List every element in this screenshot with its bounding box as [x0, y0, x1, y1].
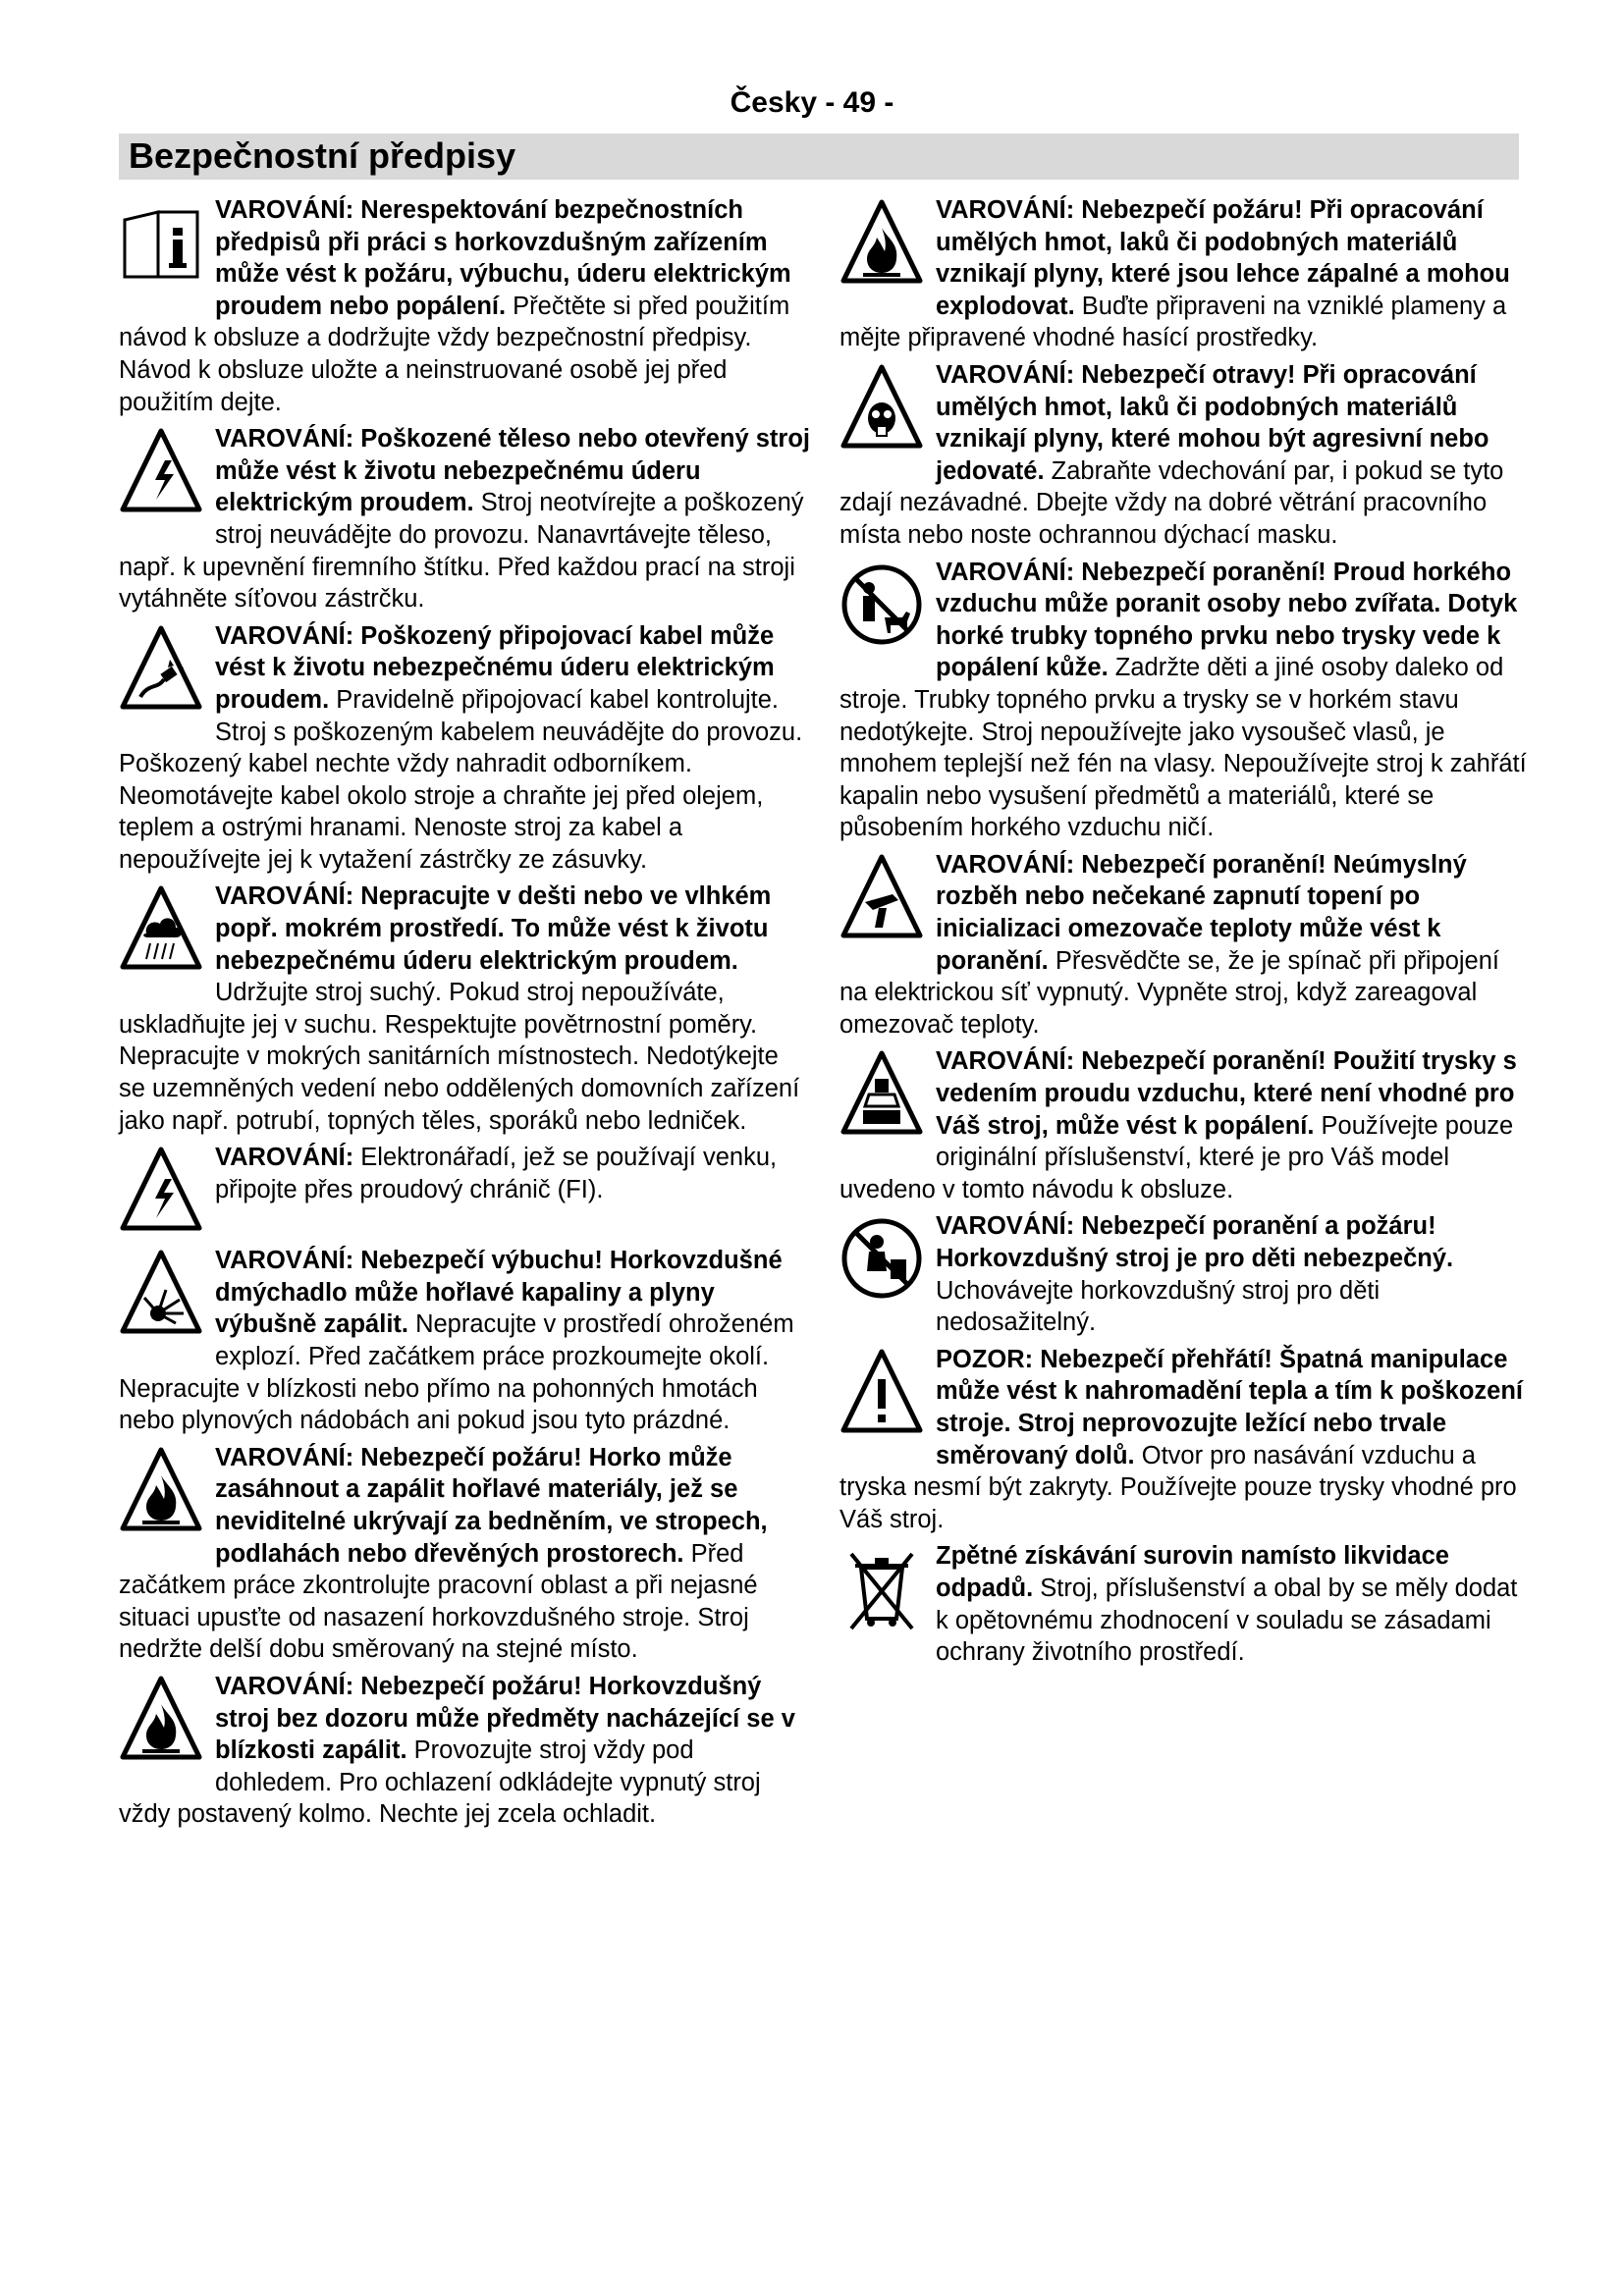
info-icon	[119, 198, 203, 293]
warning-block	[839, 849, 1527, 1041]
warning-block	[839, 359, 1527, 552]
warning-text	[839, 557, 1527, 844]
warning-heading: VAROVÁNÍ: Nebezpečí poranění! Proud horkého vzduchu může poranit osoby nebo zvířata. Dotyk horké trubky topného prvku nebo trysky vede k popálení kůže.	[936, 558, 1518, 682]
gas-mask-hazard-icon	[839, 363, 924, 457]
warning-text	[119, 620, 811, 877]
warning-body: Zadržte děti a jiné osoby daleko od stroje. Trubky topného prvku a trysky se v horkém stavu nedotýkejte. Stroj nepoužívejte jako vysoušeč vlasů, je mnohem teplejší než fén na vlasy. Nepoužívejte stroj k zahřátí kapalin nebo vysušení předmětů a materiálů, které se působením horkého vzduchu ničí.	[839, 654, 1527, 842]
warning-body: Přečtěte si před použitím návod k obsluze a dodržujte vždy bezpečnostní předpisy. Návod k obsluze uložte a neinstruované osobě jej před použitím dejte.	[119, 292, 790, 416]
warning-heading: VAROVÁNÍ: Nerespektování bezpečnostních předpisů při práci s horkovzdušným zařízením může vést k požáru, výbuchu, úderu elektrickým proudem nebo popálení.	[215, 196, 791, 320]
warning-body: Uchovávejte horkovzdušný stroj pro děti nedosažitelný.	[936, 1276, 1380, 1337]
right-column	[839, 194, 1527, 1674]
warning-block	[839, 557, 1527, 844]
warning-body: Přesvědčte se, že je spínač při připojení na elektrickou síť vypnutý. Vypněte stroj, když zareagoval omezovač teploty.	[839, 946, 1500, 1039]
warning-text	[119, 1442, 811, 1666]
warning-block	[119, 1442, 811, 1666]
warning-body: Stroj neotvírejte a poškozený stroj neuvádějte do provozu. Nanavrtávejte těleso, např. k upevnění firemního štítku. Před každou prací na stroji vytáhněte síťovou zástrčku.	[119, 489, 804, 614]
warning-heading: POZOR: Nebezpečí přehřátí! Špatná manipulace může vést k nahromadění tepla a tím k poškození stroje. Stroj neprovozujte ležící nebo trvale směrovaný dolů.	[936, 1345, 1524, 1469]
damaged-cable-icon	[119, 624, 203, 719]
warning-block	[119, 620, 811, 877]
warning-text	[119, 423, 811, 615]
warning-block	[839, 194, 1527, 354]
warning-text	[839, 1045, 1527, 1205]
warning-body: Udržujte stroj suchý. Pokud stroj nepoužíváte, uskladňujte jej v suchu. Respektujte povětrnostní poměry. Nepracujte v mokrých sanitárních místnostech. Nedotýkejte se uzemněných vedení nebo oddělených domovních zařízení jako např. potrubí, topných těles, sporáků nebo ledniček.	[119, 979, 800, 1135]
warning-body: Provozujte stroj vždy pod dohledem. Pro ochlazení odkládejte vypnutý stroj vždy postavený kolmo. Nechte jej zcela ochladit.	[119, 1736, 761, 1829]
warning-body: Otvor pro nasávání vzduchu a tryska nesmí být zakryty. Používejte pouze trysky vhodné pro Váš stroj.	[839, 1441, 1517, 1533]
warning-text	[839, 1344, 1527, 1536]
caution-icon	[839, 1348, 924, 1442]
warning-heading: Zpětné získávání surovin namísto likvidace odpadů.	[936, 1542, 1449, 1602]
warning-block	[119, 423, 811, 615]
weee-bin-icon	[839, 1544, 924, 1638]
warning-heading: VAROVÁNÍ: Nebezpečí výbuchu! Horkovzdušné dmýchadlo může hořlavé kapaliny a plyny výbušně zapálit.	[215, 1247, 783, 1339]
warning-text	[839, 1210, 1527, 1338]
warning-body: Používejte pouze originální příslušenství, které je pro Váš model uvedeno v tomto návodu k obsluze.	[839, 1111, 1514, 1203]
explosion-hazard-icon	[119, 1249, 203, 1343]
warning-heading: VAROVÁNÍ: Poškozené těleso nebo otevřený stroj může vést k životu nebezpečnému úderu elektrickým proudem.	[215, 425, 810, 517]
warning-block	[119, 881, 811, 1137]
electric-hazard-icon	[119, 427, 203, 521]
warning-heading: VAROVÁNÍ: Nebezpečí otravy! Při opracování umělých hmot, laků či podobných materiálů vznikají plyny, které mohou být agresivní nebo jedovaté.	[936, 360, 1489, 485]
nozzle-hazard-icon	[839, 1049, 924, 1144]
warning-block	[119, 1142, 811, 1240]
fire-hazard-icon	[119, 1675, 203, 1769]
warning-block	[119, 194, 811, 418]
rain-hazard-icon	[119, 884, 203, 979]
no-children-icon	[839, 1214, 924, 1308]
page-header: Česky - 49 -	[730, 86, 894, 119]
warning-body: Buďte připraveni na vzniklé plameny a mějte připravené vhodné hasící prostředky.	[839, 292, 1507, 352]
warning-body: Elektronářadí, jež se používají venku, připojte přes proudový chránič (FI).	[215, 1144, 778, 1203]
warning-text	[839, 359, 1527, 552]
section-title: Bezpečnostní předpisy	[129, 135, 516, 176]
fire-hazard-icon	[839, 198, 924, 293]
left-column	[119, 194, 811, 1836]
warning-heading: VAROVÁNÍ:	[215, 1144, 354, 1172]
section-title-bar	[119, 133, 1519, 180]
warning-body: Pravidelně připojovací kabel kontrolujte. Stroj s poškozeným kabelem neuvádějte do provozu. Poškozený kabel nechte vždy nahradit odborníkem. Neomotávejte kabel okolo stroje a chraňte jej před olejem, teplem a ostrými hranami. Nenoste stroj za kabel a nepoužívejte jej k vytažení zástrčky ze zásuvky.	[119, 685, 803, 874]
no-persons-animals-icon	[839, 561, 924, 655]
heat-gun-hazard-icon	[839, 853, 924, 947]
warning-text	[119, 194, 811, 418]
warning-heading: VAROVÁNÍ: Nebezpečí požáru! Horko může zasáhnout a zapálit hořlavé materiály, jež se neviditelné ukrývají za bedněním, ve stropech, podlahách nebo dřevěných prostorech.	[215, 1443, 768, 1568]
warning-block	[839, 1344, 1527, 1536]
warning-heading: VAROVÁNÍ: Nebezpečí poranění! Použití trysky s vedením proudu vzduchu, které není vhodné pro Váš stroj, může vést k popálení.	[936, 1047, 1517, 1140]
warning-text	[119, 1142, 811, 1205]
warning-text	[119, 1671, 811, 1831]
warning-text	[119, 881, 811, 1137]
warning-heading: VAROVÁNÍ: Nebezpečí požáru! Horkovzdušný stroj bez dozoru může předměty nacházející se v blízkosti zapálit.	[215, 1672, 795, 1765]
warning-text	[839, 194, 1527, 354]
warning-block	[119, 1671, 811, 1831]
warning-body: Zabraňte vdechování par, i pokud se tyto zdají nezávadné. Dbejte vždy na dobré větrání pracovního místa nebo noste ochrannou dýchací masku.	[839, 456, 1504, 549]
warning-body: Nepracujte v prostředí ohroženém explozí. Před začátkem práce prozkoumejte okolí. Nepracujte v blízkosti nebo přímo na pohonných hmotách nebo plynových nádobách ani pokud jsou tyto prázdné.	[119, 1310, 794, 1435]
electric-hazard-icon	[119, 1146, 203, 1240]
warning-heading: VAROVÁNÍ: Nebezpečí poranění a požáru! Horkovzdušný stroj je pro děti nebezpečný.	[936, 1212, 1454, 1272]
warning-heading: VAROVÁNÍ: Nepracujte v dešti nebo ve vlhkém popř. mokrém prostředí. To může vést k životu nebezpečnému úderu elektrickým proudem.	[215, 882, 772, 975]
warning-body: Před začátkem práce zkontrolujte pracovní oblast a při nejasné situaci upusťte od nasazení horkovzdušného stroje. Stroj nedržte delší dobu směrovaný na stejné místo.	[119, 1539, 758, 1664]
warning-block	[119, 1245, 811, 1437]
warning-heading: VAROVÁNÍ: Nebezpečí poranění! Neúmyslný rozběh nebo nečekané zapnutí topení po inicializaci omezovače teploty může vést k poranění.	[936, 850, 1467, 975]
warning-heading: VAROVÁNÍ: Poškozený připojovací kabel může vést k životu nebezpečnému úderu elektrickým proudem.	[215, 621, 775, 714]
warning-heading: VAROVÁNÍ: Nebezpečí požáru! Při opracování umělých hmot, laků či podobných materiálů vznikají plyny, které jsou lehce zápalné a mohou explodovat.	[936, 196, 1510, 320]
warning-text	[119, 1245, 811, 1437]
warning-block	[839, 1210, 1527, 1338]
fire-hazard-icon	[119, 1446, 203, 1540]
warning-block	[839, 1045, 1527, 1205]
warning-text	[839, 849, 1527, 1041]
warning-body: Stroj, příslušenství a obal by se měly dodat k opětovnému zhodnocení v souladu se zásadami ochrany životního prostředí.	[936, 1574, 1518, 1667]
warning-text	[839, 1540, 1527, 1668]
warning-block	[839, 1540, 1527, 1668]
